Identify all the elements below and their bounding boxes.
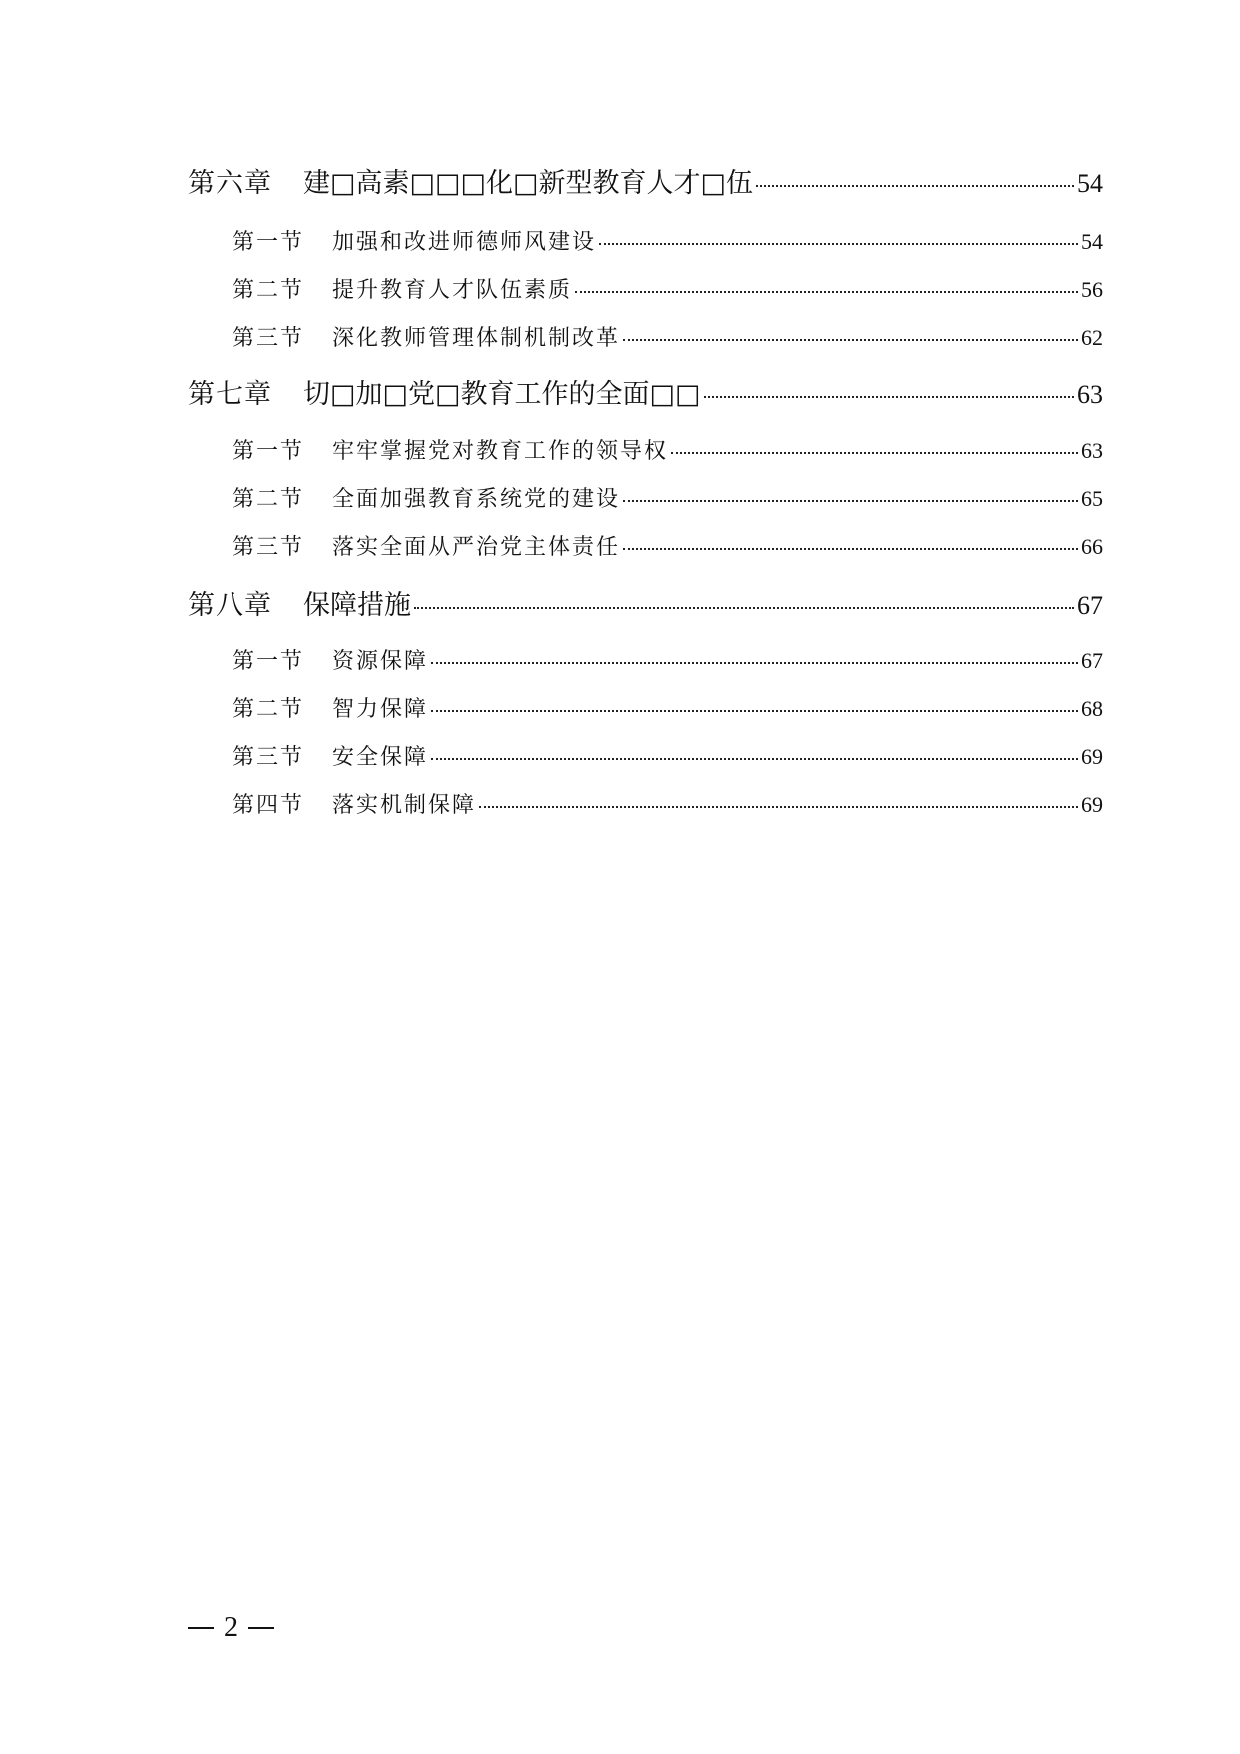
dot-leader <box>431 758 1078 760</box>
page-number: 63 <box>1077 380 1103 409</box>
section-number: 第二节 <box>232 278 305 303</box>
section-title: 资源保障 <box>332 649 429 674</box>
dot-leader <box>599 243 1078 245</box>
section-title: 安全保障 <box>332 745 429 770</box>
page-number: 65 <box>1081 486 1103 511</box>
dash-right <box>248 1627 274 1629</box>
toc-section-6-3[interactable] <box>232 321 1103 352</box>
chapter-title: 建□高素□□□化□新型教育人才□伍 <box>303 168 754 199</box>
dot-leader <box>671 452 1078 454</box>
page-number: 56 <box>1081 277 1103 302</box>
page-number: 62 <box>1081 325 1103 350</box>
section-number: 第一节 <box>232 230 305 255</box>
section-number: 第三节 <box>232 745 305 770</box>
page-number: 67 <box>1081 648 1103 673</box>
dot-leader <box>431 710 1078 712</box>
toc-section-8-2[interactable] <box>232 692 1103 723</box>
section-number: 第三节 <box>232 535 305 560</box>
dot-leader <box>575 291 1078 293</box>
section-title: 深化教师管理体制机制改革 <box>332 326 621 351</box>
section-number: 第一节 <box>232 439 305 464</box>
page-number: 54 <box>1081 229 1103 254</box>
chapter-number: 第六章 <box>188 168 272 199</box>
section-title: 落实机制保障 <box>332 793 477 818</box>
toc-section-8-3[interactable] <box>232 740 1103 771</box>
toc-section-6-2[interactable] <box>232 273 1103 304</box>
dot-leader <box>756 185 1074 187</box>
toc-chapter-7[interactable] <box>188 372 1103 411</box>
section-title: 智力保障 <box>332 697 429 722</box>
section-number: 第三节 <box>232 326 305 351</box>
toc-section-8-1[interactable] <box>232 644 1103 675</box>
toc-chapter-6[interactable] <box>188 161 1103 200</box>
section-number: 第一节 <box>232 649 305 674</box>
chapter-title: 保障措施 <box>303 590 411 621</box>
section-title: 加强和改进师德师风建设 <box>332 230 597 255</box>
page-number: 66 <box>1081 534 1103 559</box>
section-number: 第二节 <box>232 487 305 512</box>
chapter-number: 第八章 <box>188 590 272 621</box>
chapter-title: 切□加□党□教育工作的全面□□ <box>303 379 701 410</box>
dot-leader <box>479 806 1078 808</box>
dot-leader <box>623 548 1078 550</box>
toc-section-7-2[interactable] <box>232 482 1103 513</box>
page-number: 69 <box>1081 744 1103 769</box>
dash-left <box>188 1627 214 1629</box>
page-number: 69 <box>1081 792 1103 817</box>
page-number: 68 <box>1081 696 1103 721</box>
section-title: 全面加强教育系统党的建设 <box>332 487 621 512</box>
page-number: 63 <box>1081 438 1103 463</box>
dot-leader <box>431 662 1078 664</box>
dot-leader <box>623 339 1078 341</box>
section-number: 第四节 <box>232 793 305 818</box>
toc-section-6-1[interactable] <box>232 225 1103 256</box>
toc-section-7-3[interactable] <box>232 530 1103 561</box>
toc-section-8-4[interactable] <box>232 788 1103 819</box>
page-number: 54 <box>1077 169 1103 198</box>
chapter-number: 第七章 <box>188 379 272 410</box>
dot-leader <box>623 500 1078 502</box>
section-number: 第二节 <box>232 697 305 722</box>
section-title: 牢牢掌握党对教育工作的领导权 <box>332 439 669 464</box>
section-title: 落实全面从严治党主体责任 <box>332 535 621 560</box>
footer-page-number: 2 <box>224 1612 238 1643</box>
toc-section-7-1[interactable] <box>232 434 1103 465</box>
section-title: 提升教育人才队伍素质 <box>332 278 573 303</box>
page-footer <box>188 1612 274 1644</box>
page-number: 67 <box>1077 591 1103 620</box>
dot-leader <box>704 396 1074 398</box>
toc-chapter-8[interactable] <box>188 583 1103 622</box>
dot-leader <box>414 607 1074 609</box>
